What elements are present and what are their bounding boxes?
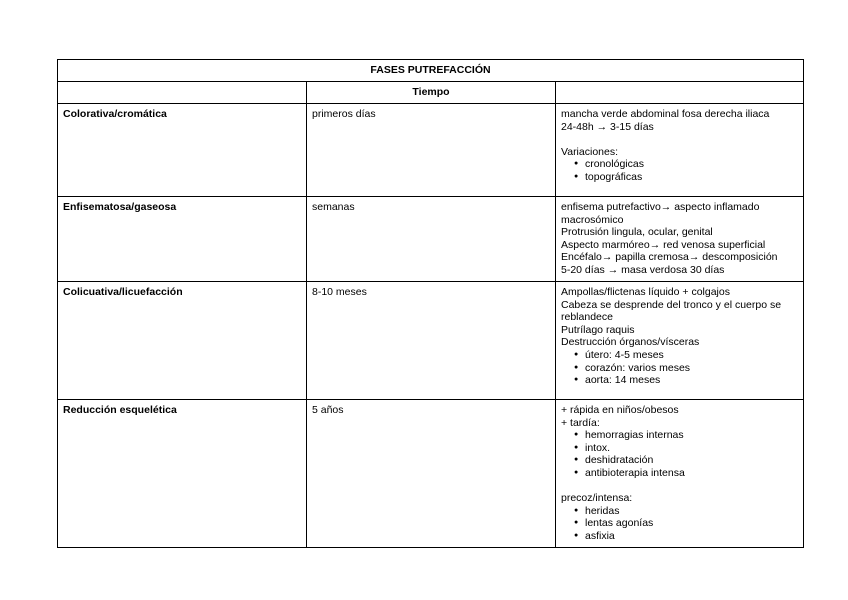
table-row bbox=[58, 104, 804, 197]
sub-label: precoz/intensa: bbox=[561, 492, 633, 505]
list-item: ● asfixia bbox=[561, 530, 798, 543]
desc-line: Putrílago raquis bbox=[561, 323, 635, 336]
phase-time: 5 años bbox=[307, 400, 556, 548]
desc-line: Destrucción órganos/vísceras bbox=[561, 336, 700, 349]
header-time: Tiempo bbox=[307, 82, 556, 104]
desc-line: macrosómico bbox=[561, 213, 624, 226]
phase-name: Colicuativa/licuefacción bbox=[58, 282, 307, 400]
list-item: ● topográficas bbox=[561, 171, 798, 184]
desc-line: Cabeza se desprende del tronco y el cuerpo se bbox=[561, 298, 782, 311]
phase-time: 8-10 meses bbox=[307, 282, 556, 400]
bullet-list bbox=[561, 158, 798, 183]
phase-name: Reducción esquelética bbox=[58, 400, 307, 548]
desc-line: Ampollas/flictenas líquido + colgajos bbox=[561, 286, 730, 298]
desc-line: Encéfalo→ papilla cremosa→ descomposición bbox=[561, 251, 778, 264]
list-item: ● heridas bbox=[561, 505, 798, 518]
phase-description bbox=[556, 104, 804, 197]
list-item: ● cronológicas bbox=[561, 158, 798, 171]
bullet-list bbox=[561, 349, 798, 387]
list-item: ● útero: 4-5 meses bbox=[561, 349, 798, 362]
bullet-list bbox=[561, 429, 798, 479]
phase-description bbox=[556, 282, 804, 400]
desc-line: reblandece bbox=[561, 311, 613, 324]
desc-line: mancha verde abdominal fosa derecha iliaca bbox=[561, 108, 770, 120]
bullet-list bbox=[561, 505, 798, 543]
list-item: ● antibioterapia intensa bbox=[561, 467, 798, 480]
phase-time: semanas bbox=[307, 197, 556, 282]
desc-line: 5-20 días → masa verdosa 30 días bbox=[561, 263, 725, 276]
desc-line: Aspecto marmóreo→ red venosa superficial bbox=[561, 238, 766, 251]
list-item: ● aorta: 14 meses bbox=[561, 374, 798, 387]
table-row bbox=[58, 197, 804, 282]
phase-name: Enfisematosa/gaseosa bbox=[58, 197, 307, 282]
desc-line: 24-48h → 3-15 días bbox=[561, 120, 654, 133]
sub-label: Variaciones: bbox=[561, 145, 619, 158]
header-col3 bbox=[556, 82, 804, 104]
table-row bbox=[58, 282, 804, 400]
desc-line: + rápida en niños/obesos bbox=[561, 404, 679, 416]
phase-time: primeros días bbox=[307, 104, 556, 197]
desc-line: Protrusión lingula, ocular, genital bbox=[561, 226, 713, 239]
desc-line: + tardía: bbox=[561, 416, 600, 429]
phase-description bbox=[556, 197, 804, 282]
phase-name: Colorativa/cromática bbox=[58, 104, 307, 197]
list-item: ● lentas agonías bbox=[561, 517, 798, 530]
header-col1 bbox=[58, 82, 307, 104]
list-item: ● corazón: varios meses bbox=[561, 362, 798, 375]
putrefaction-table bbox=[57, 59, 804, 548]
list-item: ● intox. bbox=[561, 442, 798, 455]
desc-line: enfisema putrefactivo→ aspecto inflamado bbox=[561, 201, 760, 213]
list-item: ● hemorragias internas bbox=[561, 429, 798, 442]
table-row bbox=[58, 400, 804, 548]
phase-description bbox=[556, 400, 804, 548]
list-item: ● deshidratación bbox=[561, 454, 798, 467]
table-title: FASES PUTREFACCIÓN bbox=[58, 60, 804, 82]
